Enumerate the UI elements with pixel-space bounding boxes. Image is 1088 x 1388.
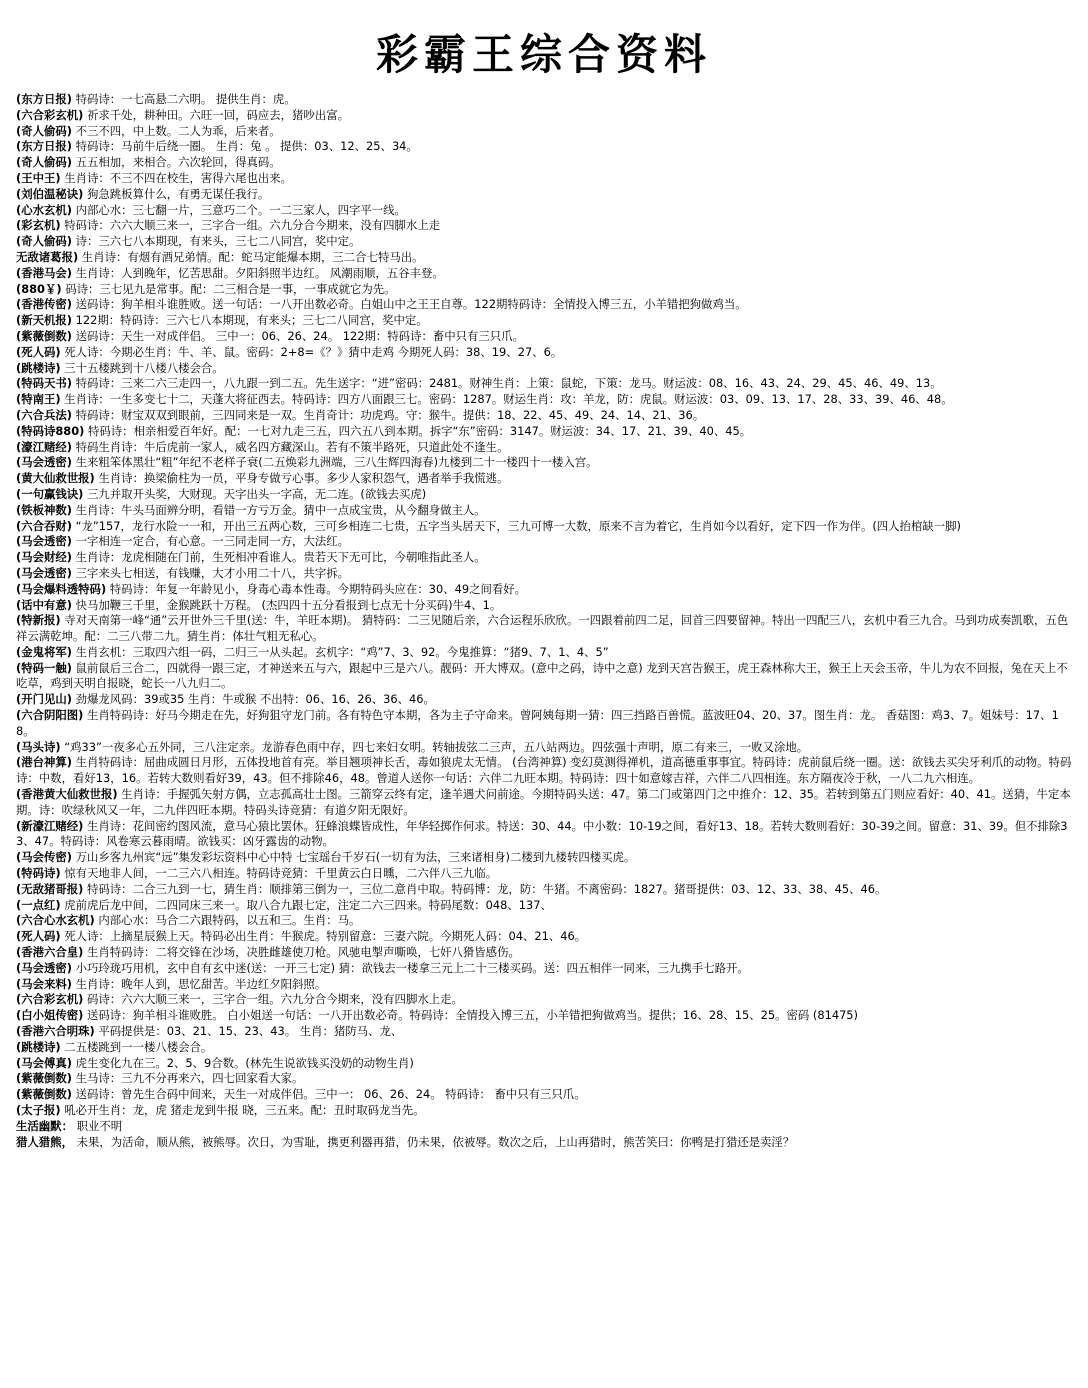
document-body (16, 92, 1074, 1150)
text-line (16, 218, 1074, 234)
line-text: 五五相加，来相合。六次轮回，得真码。 (75, 155, 281, 170)
text-line (16, 992, 1074, 1008)
line-text: 生肖诗：有烟有酒兄弟情。配：蛇马定能爆本期，三二合七特马出。 (81, 249, 424, 264)
text-line (16, 613, 1074, 645)
line-source-tag: (六合彩玄机) (16, 992, 84, 1007)
line-source-tag: (新天机报) (16, 313, 72, 328)
line-source-tag: 生活幽默： (16, 1118, 73, 1133)
text-line (16, 408, 1074, 424)
text-line (16, 345, 1074, 361)
text-line (16, 929, 1074, 945)
line-source-tag: (心水玄机) (16, 202, 72, 217)
text-line (16, 455, 1074, 471)
line-text: 特码诗：六六大顺三来一，三字合一组。六九分合今期来，没有四脚水上走 (64, 218, 441, 233)
line-text: 特码诗：一七高悬二六明。 提供生肖：虎。 (75, 92, 296, 106)
line-source-tag: (东方日报) (16, 139, 72, 154)
line-source-tag: (太子报) (16, 1103, 61, 1117)
line-text: 二五楼跳到一一楼八楼会合。 (64, 1039, 213, 1054)
text-line (16, 598, 1074, 614)
text-line (16, 234, 1074, 250)
line-text: 快马加鞭三千里，金猴跳跃十万程。 (杰四四十五分看报到七点无十分买码)牛4、1。 (75, 597, 502, 612)
line-text: “龙”157，龙行水险一一和，开出三五两心数，三可乡相连二七贵，五字当头居天下，三九可博一大数，原来不言为着它，生肖如今以看好，定下四一作为伴。(四人抬棺缺一脚) (75, 518, 961, 533)
line-text: 生肖诗：换梁偷柱为一员，平身专做亏心事。多少人家积怨气，遇者举手我慌逃。 (98, 471, 509, 486)
line-text: 码诗：三七见九是常事。配：二三相合是一事，一事成就它为先。 (65, 281, 396, 296)
line-source-tag: (六合彩玄机) (16, 107, 84, 122)
line-text: 死人诗：今期必生肖：牛、羊、鼠。密码：2+8=《？》猜中走鸡 今期死人码：38、19、27、6。 (64, 344, 563, 359)
text-line (16, 266, 1074, 282)
line-source-tag: (彩玄机) (16, 218, 61, 233)
line-source-tag: (香港传密) (16, 297, 72, 312)
text-line (16, 171, 1074, 187)
line-source-tag: (香港六合明珠) (16, 1024, 95, 1039)
line-text: 送码诗：狗羊相斗谁胜败。送一句话：一八开出数必奇。白姐山中之王王自尊。122期特码诗：全情投入博三五，小羊错把狗做鸡当。 (75, 297, 747, 312)
line-source-tag: (紫薇倒数) (16, 1087, 72, 1102)
line-source-tag: (特码一触) (16, 660, 72, 675)
text-line (16, 203, 1074, 219)
text-line (16, 1008, 1074, 1024)
text-line (16, 1087, 1074, 1103)
line-text: 特码诗：财宝双双到眼前，三四同来是一双。生肖奇计：功虎鸡。守：猴牛。提供：18、22、45、49、24、14、21、36。 (75, 407, 705, 422)
line-text: 不三不四，中上数。二人为乖，后来者。 (75, 123, 281, 138)
line-text: 生肖诗：不三不四在校生，害得六尾也出来。 (64, 170, 293, 185)
text-line (16, 487, 1074, 503)
text-line (16, 392, 1074, 408)
line-source-tag: (港台神算) (16, 755, 72, 770)
text-line (16, 361, 1074, 377)
text-line (16, 755, 1074, 787)
line-text: 特码生肖诗：牛后虎前一家人，威名四方藏深山。若有不策半路死，只道此处不逢生。 (75, 439, 509, 454)
text-line (16, 297, 1074, 313)
text-line (16, 1071, 1074, 1087)
text-line (16, 519, 1074, 535)
line-source-tag: (奇人偷码) (16, 155, 72, 170)
line-source-tag: (马会来料) (16, 976, 72, 991)
line-text: 特码诗：三来二六三走四一，八九跟一到二五。先生送字：“进”密码：2481。财神生肖：上策：鼠蛇，下策：龙马。财运波：08、16、43、24、29、45、46、49、13。 (75, 376, 942, 391)
text-line (16, 819, 1074, 851)
line-text: 平码提供是：03、21、15、23、43。 生肖：猪防马、龙、 (98, 1024, 403, 1039)
line-text: 生肖诗：一生多变七十二，天蓬大将征西去。特码诗：四方八面跟三七。密码：1287。财运生肖：攻：羊龙，防：虎鼠。财运波：03、09、13、17、28、33、39、46、48。 (64, 392, 953, 407)
line-text: 一字相连一定合，有心意。一三同走同一方，大法红。 (75, 534, 349, 549)
text-line (16, 250, 1074, 266)
line-text: 职业不明 (76, 1118, 123, 1133)
line-source-tag: (刘伯温秘诀) (16, 186, 84, 201)
line-source-tag: (香港黄大仙救世报) (16, 787, 118, 802)
line-source-tag: (马会爆料透特码) (16, 581, 107, 596)
line-source-tag: (六合兵法) (16, 407, 72, 422)
line-source-tag: (一点红) (16, 897, 61, 912)
line-source-tag: (特新报) (16, 613, 61, 628)
text-line (16, 376, 1074, 392)
line-source-tag: (铁板神数) (16, 502, 72, 517)
line-source-tag: (紫薇倒数) (16, 1071, 72, 1086)
text-line (16, 471, 1074, 487)
text-line (16, 440, 1074, 456)
text-line (16, 550, 1074, 566)
text-line (16, 787, 1074, 819)
text-line (16, 977, 1074, 993)
line-text: 特码诗：相亲相爱百年好。配：一七对九走三五，四六五八到本期。拆字“东”密码：3147。财运波：34、17、21、39、40、45。 (88, 423, 752, 438)
line-text: 诗：三六七八本期现，有来头，三七二八同宫，奖中定。 (75, 234, 361, 249)
text-line (16, 645, 1074, 661)
line-source-tag: (880￥) (16, 281, 62, 296)
line-source-tag: (奇人偷码) (16, 234, 72, 249)
line-text: 生肖诗：花间密约图风流，意马心猿比罢休。狂蜂浪蝶皆成性，年华轻掷作何求。特送：30、44。中小数：10-19之间，看好13、18。若转大数则看好：30-39之间。留意：31、39。但不排除33、47。特码诗：风卷寒云暮雨晴。欲钱买：凶牙露齿的动物。 (16, 818, 1068, 849)
line-source-tag: 无敌诸葛报) (16, 249, 79, 264)
line-source-tag: (香港六合皇) (16, 945, 84, 960)
line-source-tag: (特码诗880) (16, 423, 85, 438)
text-line (16, 424, 1074, 440)
line-text: 死人诗：上摘星辰猴上天。特码必出生肖：牛猴虎。特别留意：三妻六院。今期死人码：04、21、46。 (64, 929, 587, 944)
line-text: 特码诗：年复一年龄见小，身毒心毒本性毒。今期特码头应在：30、49之间看好。 (109, 581, 527, 596)
line-source-tag: 猎人猎熊， (16, 1134, 73, 1149)
text-line (16, 1135, 1074, 1151)
line-source-tag: (一句赢钱诀) (16, 486, 84, 501)
text-line (16, 913, 1074, 929)
line-text: 惊有天地非人间，一二三六八相连。特码诗竞猜：千里黄云白日曛，二六伴八三九临。 (64, 866, 498, 881)
text-line (16, 866, 1074, 882)
text-line (16, 124, 1074, 140)
text-line (16, 898, 1074, 914)
text-line (16, 708, 1074, 740)
page-title: 彩霸王综合资料 (375, 30, 712, 79)
line-source-tag: (六合心水玄机) (16, 913, 95, 928)
line-text: 特码诗：二合三九到一七，猜生肖：顺排第三倒为一，三位二意肖中取。特码博：龙，防：牛猪。不离密码：1827。猪哥提供：03、12、33、38、45、46。 (87, 881, 887, 896)
line-text: 内部心水：三七翻一片，三意巧二个。一二三家人，四字平一线。 (75, 202, 406, 217)
line-text: 生肖诗：牛头马面辨分明，看错一方亏万金。猜中一点成宝贵，从今翻身做主人。 (75, 502, 486, 517)
line-source-tag: (死人码) (16, 929, 61, 944)
line-text: 生肖诗：晚年人到，思忆甜苦。半边红夕阳斜照。 (75, 976, 327, 991)
text-line (16, 661, 1074, 693)
line-text: 生肖玄机：三取四六组一码，二归三一从头起。玄机字：“鸡”7、3、92。今鬼推算：“猪9、7、1、4、5” (75, 644, 609, 659)
line-text: 三十五楼跳到十八楼八楼会合。 (64, 360, 224, 375)
text-line (16, 313, 1074, 329)
line-source-tag: (马会透密) (16, 534, 72, 549)
line-source-tag: (无敌猪哥报) (16, 881, 84, 896)
text-line (16, 108, 1074, 124)
line-source-tag: (跳楼诗) (16, 1039, 61, 1054)
line-text: 生肖特码诗：二将交锋在沙场，决胜雌雄使刀枪。风驰电掣声嘶唤，七奸八猾皆感伤。 (87, 945, 520, 960)
text-line (16, 961, 1074, 977)
text-line (16, 945, 1074, 961)
text-line (16, 503, 1074, 519)
line-text: 劲爆龙风码：39或35 生肖：牛或猴 不出特：06、16、26、36、46。 (75, 692, 435, 707)
line-text: 122期：特码诗：三六七八本期现，有来头；三七二八同宫，奖中定。 (75, 313, 428, 328)
line-source-tag: (马会傅真) (16, 1055, 72, 1070)
line-source-tag: (马会透密) (16, 565, 72, 580)
line-source-tag: (金鬼将军) (16, 644, 72, 659)
line-source-tag: (香港马会) (16, 265, 72, 280)
line-source-tag: (濠江赌经) (16, 439, 72, 454)
line-text: 吼必开生肖：龙，虎 猪走龙到牛报 晓，三五来。配：丑时取码龙当先。 (64, 1103, 425, 1117)
text-line (16, 882, 1074, 898)
text-line (16, 92, 1074, 108)
line-text: 祈求千处，耕种田。六旺一回，码应去，猪吵出富。 (87, 107, 349, 122)
line-source-tag: (马会透密) (16, 960, 72, 975)
line-text: 生马诗：三九不分再来六，四七回家看大家。 (75, 1071, 304, 1086)
line-source-tag: (死人码) (16, 344, 61, 359)
line-source-tag: (六合吞财) (16, 518, 72, 533)
line-source-tag: (特码诗) (16, 866, 61, 881)
text-line (16, 850, 1074, 866)
line-text: 未果，为活命，顺从熊，被熊辱。次日，为雪耻，携更利器再猎，仍未果，依被辱。数次之后，上山再猎时，熊苦笑曰：你鸭是打猎还是卖淫？ (76, 1134, 795, 1149)
line-text: 虎生变化九在三。2、5、9合数。(林先生说欲钱买没奶的动物生肖) (75, 1055, 414, 1070)
text-line (16, 155, 1074, 171)
line-text: 小巧玲珑巧用机，玄中自有玄中迷(送：一开三七定) 猜：欲钱去一楼拿三元上二十三楼买码。送：四五相伴一同来，三九携手七路开。 (75, 960, 749, 975)
line-text: 生肖特码诗：屈曲成圆日月形，五体投地首有亮。举目翘项神长舌，毒如狼虎太无情。 (台湾神算) 变幻莫测得禅机，道高德重事事宜。特码诗：虎前鼠后绕一圈。送：欲钱去买尖牙利爪的动物。特码诗：中数，看好13，16。若转大数则看好39，43。但不排除46，48。曾道人送你一句话：六伴二九旺本期。特码诗：四十如意嫁吉祥，六伴二八四相连。东方隔夜冷于秋，一八二九六相连。 (16, 755, 1072, 786)
text-line (16, 534, 1074, 550)
line-text: 生肖诗：手握弧矢射方偶，立志孤高壮士图。三箭穿云终有定，逢羊遇犬问前途。今期特码头送：47。第二门或第四门之中推介：12、35。若转到第五门则应看好：40、41。送猜，牛定本期。诗：吹绿秋风又一年，二九伴四旺本期。特码头诗竞猜：有道夕阳无限好。 (16, 787, 1071, 817)
text-line (16, 282, 1074, 298)
line-text: 码诗：六六大顺三来一，三字合一组。六九分合今期来，没有四脚水上走。 (87, 992, 463, 1007)
line-source-tag: (话中有意) (16, 597, 72, 612)
text-line (16, 1103, 1074, 1119)
line-source-tag: (跳楼诗) (16, 360, 61, 375)
line-text: 送码诗：曾先生合码中间来，天生一对成伴侣。三中一： 06、26、24。 特码诗： 畜中只有三只爪。 (75, 1087, 586, 1102)
line-text: 生肖诗：人到晚年，忆苦思甜。夕阳斜照半边红。 风潮雨顺，五谷丰登。 (75, 265, 444, 280)
text-line (16, 1040, 1074, 1056)
line-source-tag: (奇人偷码) (16, 123, 72, 138)
text-line (16, 1056, 1074, 1072)
line-source-tag: (东方日报) (16, 92, 72, 106)
line-source-tag: (王中王) (16, 170, 61, 185)
line-text: 万山乡客九州宾“远”集发彩坛资料中心中特 七宝瑶台千岁石(一切有为法，三来诸相身)二楼到九楼转四楼买虎。 (75, 850, 636, 865)
line-source-tag: (新濠江赌经) (16, 818, 84, 833)
text-line (16, 582, 1074, 598)
line-source-tag: (马头诗) (16, 739, 61, 754)
line-text: 三九并取开头奖，大财现。天字出头一字高，无二连。(欲钱去买虎) (87, 486, 427, 501)
line-source-tag: (紫薇倒数) (16, 328, 72, 343)
line-text: 狗急跳板算什么，有勇无谋任我行。 (87, 186, 270, 201)
line-source-tag: (黄大仙救世报) (16, 471, 95, 486)
line-source-tag: (特码天书) (16, 376, 72, 391)
line-source-tag: (白小姐传密) (16, 1008, 84, 1023)
line-text: 生肖诗：龙虎相随在门前，生死相冲看谁人。贵若天下无可比，今朝唯指此圣人。 (75, 550, 486, 565)
line-text: 寺对天南第一峰“通”云开世外三千里(送：牛，羊旺本期)。 猜特码：二三见随后亲，六合运程乐欣欣。一四跟着前四二足，回首三四要留神。特出一四配三八，玄机中看三九合。马到功成奏凯歌，五色祥云满乾坤。配：二三八带二九。猜生肖：体壮气粗无私心。 (16, 613, 1069, 644)
text-line (16, 566, 1074, 582)
line-text: 送码诗：狗羊相斗谁败胜。 白小姐送一句话：一八开出数必奇。特码诗：全情投入博三五，小羊错把狗做鸡当。提供；16、28、15、25。密码 (81475) (87, 1008, 859, 1023)
line-text: 生来粗笨体黑壮“粗”年纪不老样子衰(二五焕彩九洲端，三八生辉四海春)九楼到二十一楼四十一楼入宫。 (75, 455, 598, 470)
line-text: 鼠前鼠后三合二，四就得一跟三定，才神送来五与六，跟起中三是六八。靓码：开大博双。(意中之码，诗中之意) 龙到天宫告猴王，虎王森林称大王，猴王上天会玉帝，牛儿为农不回报，兔在天上不吃草，鸡到天明自报晓，蛇长一八九归二。 (16, 660, 1068, 691)
line-source-tag: (特南王) (16, 392, 61, 407)
text-line (16, 1024, 1074, 1040)
line-source-tag: (马会透密) (16, 455, 72, 470)
line-source-tag: (马会传密) (16, 850, 72, 865)
line-text: “鸡33”一夜多心五外同，三八注定亲。龙游春色雨中存，四七来妇女明。转轴拔弦二三声，五八站两边。四弦强十声明，原二有来三，一败又涂地。 (64, 739, 809, 754)
line-source-tag: (开门见山) (16, 692, 72, 707)
line-text: 生肖特码诗：好马今期走在先，好狗狙守龙门前。各有特色守本期，各为主子守命来。曾阿姨每期一猜：四三挡路百兽慌。蓝波旺04、20、37。图生肖：龙。 香菇图：鸡3、7。姐妹号：17、18。 (16, 708, 1059, 738)
text-line (16, 740, 1074, 756)
text-line (16, 692, 1074, 708)
line-text: 三字来头七相送，有钱赚，大才小用二十八，共字拆。 (75, 565, 349, 580)
text-line (16, 329, 1074, 345)
text-line (16, 139, 1074, 155)
text-line (16, 187, 1074, 203)
line-text: 特码诗：马前牛后绕一圈。 生肖：兔 。 提供：03、12、25、34。 (75, 139, 418, 154)
text-line (16, 1119, 1074, 1135)
line-source-tag: (马会财经) (16, 550, 72, 565)
line-text: 内部心水：马合二六跟特码，以五和三。生肖：马。 (98, 913, 361, 928)
line-text: 送码诗：天生一对成伴侣。 三中一：06、26、24。 122期：特码诗：畜中只有三只爪。 (75, 328, 524, 343)
line-text: 虎前虎后龙中间，二四同床三来一。取八合九跟七定，注定二六三四来。特码尾数：048、137、 (64, 897, 552, 912)
line-source-tag: (六合阴阳图) (16, 708, 84, 723)
